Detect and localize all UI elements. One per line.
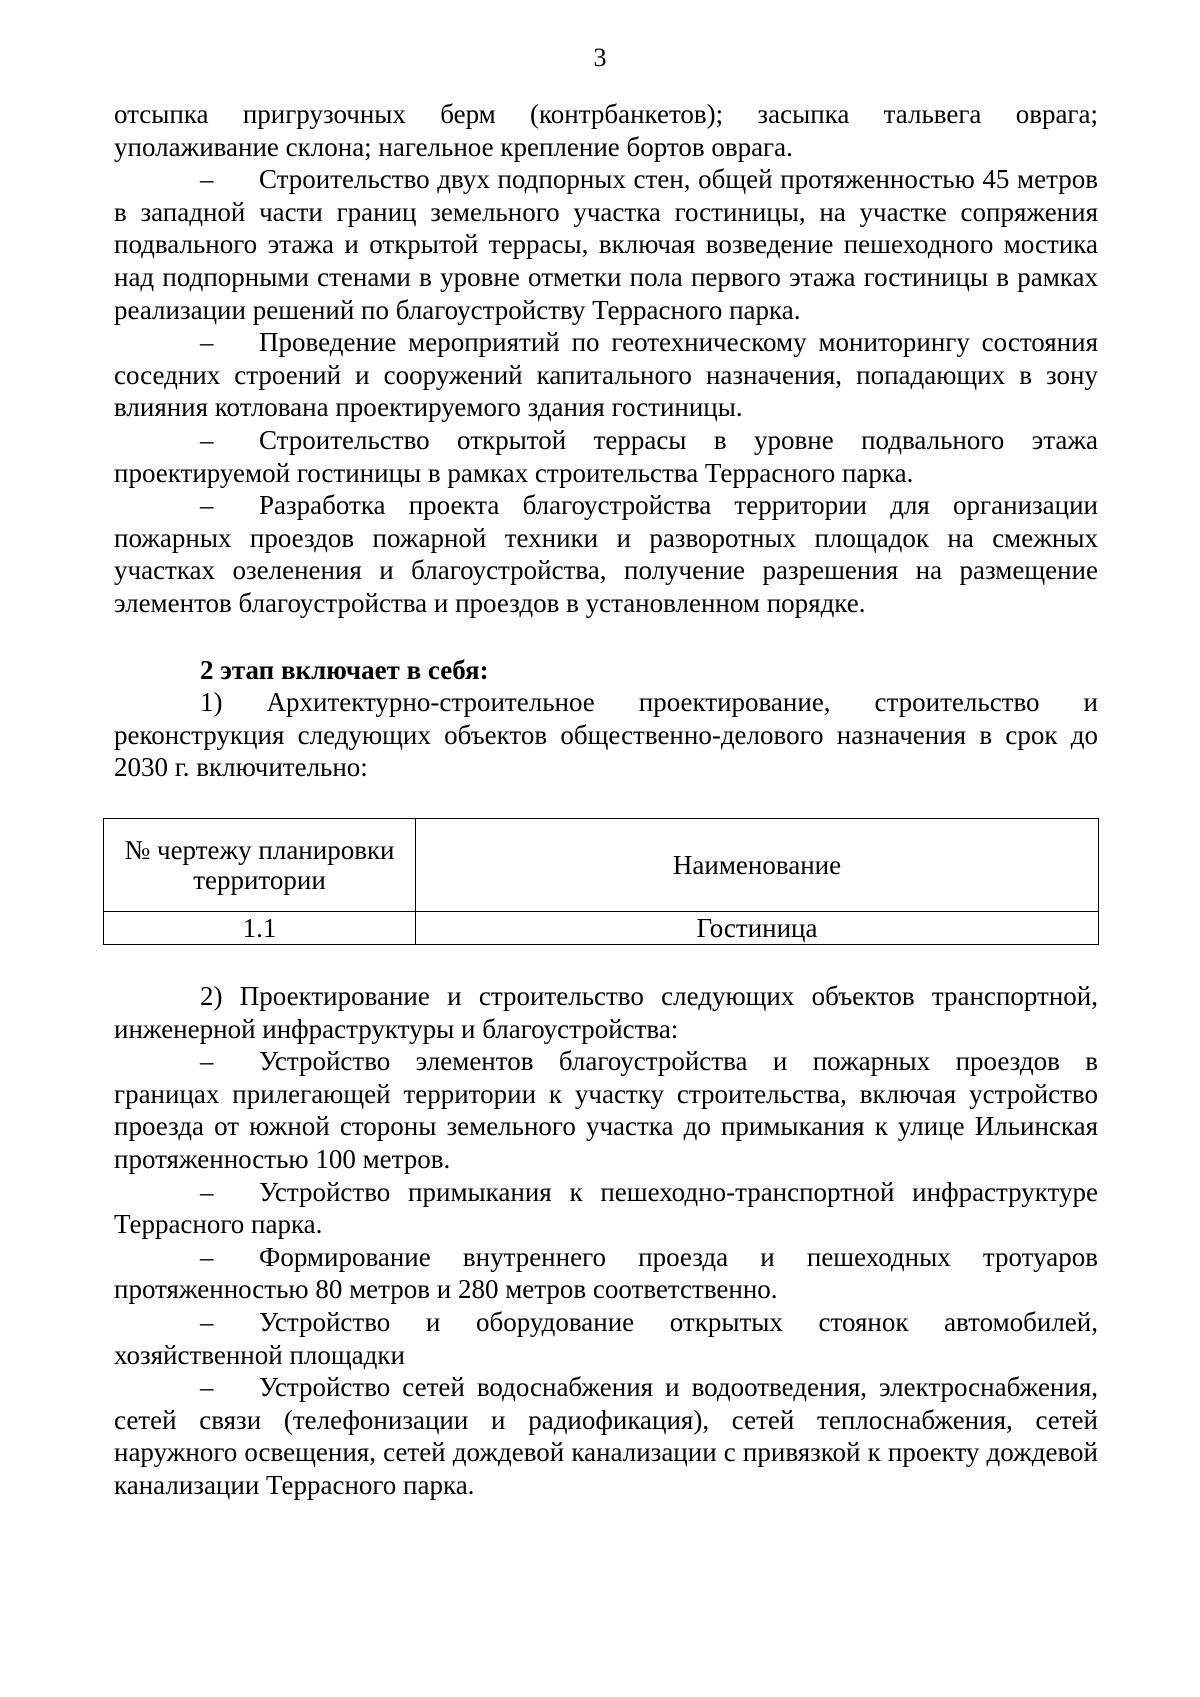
- bullet-text: Формирование внутреннего проезда и пешеходных тротуаров протяженностью 80 метров и 280 метров соответственно.: [114, 1241, 1098, 1305]
- intro-bullet: [114, 326, 1098, 424]
- dash-marker: –: [200, 1176, 214, 1207]
- dash-marker: –: [200, 1372, 214, 1403]
- dash-marker: –: [200, 327, 214, 358]
- stage2-bullet: [114, 1176, 1098, 1241]
- intro-bullet: [114, 489, 1098, 619]
- intro-bullet: [114, 424, 1098, 489]
- dash-marker: –: [200, 424, 214, 455]
- intro-section: [114, 98, 1098, 784]
- stage2-bullet: [114, 1306, 1098, 1371]
- table-cell-number: 1.1: [104, 912, 416, 945]
- bullet-text: Устройство примыкания к пешеходно-транспортной инфраструктуре Террасного парка.: [114, 1176, 1098, 1240]
- stage2-bullet: [114, 1045, 1098, 1175]
- table-header-row: [104, 819, 1099, 912]
- bullet-text: Устройство элементов благоустройства и пожарных проездов в границах прилегающей территории к участку строительства, включая устройство проезда от южной стороны земельного участка до примыкания к улице Ильинская протяженностью 100 метров.: [114, 1046, 1098, 1174]
- bullet-text: Устройство и оборудование открытых стоянок автомобилей, хозяйственной площадки: [114, 1306, 1098, 1370]
- intro-paragraph: отсыпка пригрузочных берм (контрбанкетов); засыпка тальвега оврага; уполаживание склона; нагельное крепление бортов оврага.: [114, 99, 1098, 162]
- spacer: [114, 620, 1098, 654]
- stage2-bullet: [114, 1241, 1098, 1306]
- table-header-name: Наименование: [416, 819, 1099, 912]
- dash-marker: –: [200, 1046, 214, 1077]
- dash-marker: –: [200, 1306, 214, 1337]
- bullet-text: Строительство открытой террасы в уровне подвального этажа проектируемой гостиницы в рамках строительства Террасного парка.: [114, 424, 1098, 488]
- table-header-number: № чертежу планировки территории: [104, 819, 416, 912]
- stage2-bullet: [114, 1371, 1098, 1501]
- dash-marker: –: [200, 164, 214, 195]
- dash-marker: –: [200, 490, 214, 521]
- objects-table: [103, 818, 1099, 945]
- page-number: 3: [593, 43, 607, 72]
- table-cell-name: Гостиница: [416, 912, 1099, 945]
- bullet-text: Устройство сетей водоснабжения и водоотведения, электроснабжения, сетей связи (телефонизации и радиофикация), сетей теплоснабжения, сетей наружного освещения, сетей дождевой канализации с привязкой к проекту дождевой канализации Террасного парка.: [114, 1372, 1098, 1500]
- table-row: [104, 912, 1099, 945]
- bullet-text: Проведение мероприятий по геотехническому мониторингу состояния соседних строений и сооружений капитального назначения, попадающих в зону влияния котлована проектируемого здания гостиницы.: [114, 327, 1098, 423]
- stage2-item-2: 2) Проектирование и строительство следующих объектов транспортной, инженерной инфраструктуры и благоустройства:: [114, 981, 1098, 1044]
- stage2-item-1: 1) Архитектурно-строительное проектирование, строительство и реконструкция следующих объектов общественно-делового назначения в срок до 2030 г. включительно:: [114, 687, 1098, 783]
- dash-marker: –: [200, 1241, 214, 1272]
- bullet-text: Строительство двух подпорных стен, общей протяженностью 45 метров в западной части границ земельного участка гостиницы, на участке сопряжения подвального этажа и открытой террасы, включая возведение пешеходного мостика над подпорными стенами в уровне отметки пола первого этажа гостиницы в рамках реализации решений по благоустройству Террасного парка.: [114, 164, 1098, 325]
- stage2-section: [114, 980, 1098, 1502]
- bullet-text: Разработка проекта благоустройства территории для организации пожарных проездов пожарной техники и разворотных площадок на смежных участках озеленения и благоустройства, получение разрешения на размещение элементов благоустройства и проездов в установленном порядке.: [114, 490, 1098, 618]
- intro-bullet: [114, 163, 1098, 326]
- stage2-heading: 2 этап включает в себя:: [200, 654, 489, 685]
